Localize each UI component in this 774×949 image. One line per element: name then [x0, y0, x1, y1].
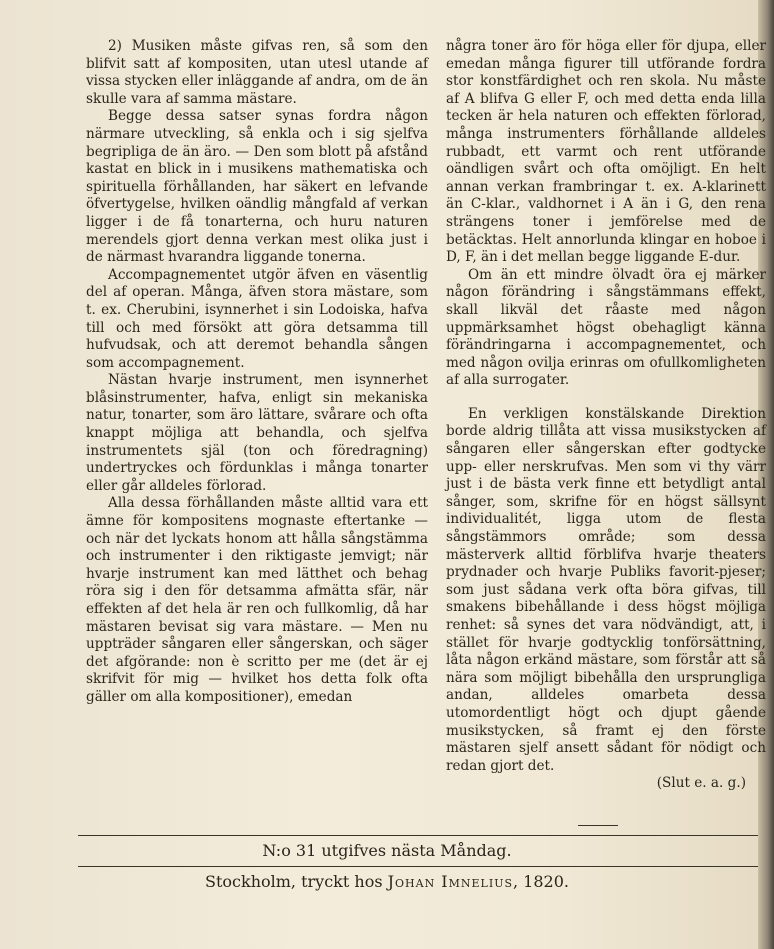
paragraph: Accompagnementet utgör äfven en väsentlig del af operan. Många, äfven stora mästare, som t. ex. Cherubini, isynnerhet i sin Lodoiska, hafva till och med försökt att göra detsamma till hufvudsak, och att deremot behandla sången som accompagnement. — [86, 266, 428, 371]
divider — [78, 866, 758, 867]
paragraph: 2) Musiken måste gifvas ren, så som den blifvit satt af kompositen, utan utesl utande af vissa stycken eller inläggande af andra, om de än skulle vara af samma mästare. — [86, 38, 428, 107]
paragraph: Begge dessa satser synas fordra någon närmare utveckling, så enkla och i sig sjelfva begripliga de än äro. — Den som blott på afstånd kastat en blick in i musikens mathematiska och spirituella förhållanden, har säkert en lefvande öfvertygelse, hvilken oändlig mångfald af verkan ligger i de få tonarterna, och huru naturen merendels gjort denna verkan mest olika just i de närmast hvarandra liggande tonerna. — [86, 108, 428, 266]
closing-note: (Slut e. a. g.) — [656, 775, 746, 792]
paragraph: Alla dessa förhållanden måste alltid vara ett ämne för kompositens mognaste eftertanke — och när det lyckats honom att hålla sångstämma och instrumenter i den riktigaste jemvigt; när hvarje instrument kan med lätthet och behag röra sig i den för detsamma afmätta sfär, när effekten af det hela är ren och fullkomlig, då har mästaren bevisat sig vara mästare. — Men nu uppträder sångaren eller sångerskan, och säger det afgörande: non è scritto per me (det är ej skrifvit för mig — hvilket hos detta folk ofta gäller om alla kompositioner), emedan — [86, 495, 428, 705]
imprint-year: , 1820. — [513, 872, 569, 891]
imprint-prefix: Stockholm, tryckt hos — [205, 872, 383, 891]
paragraph: Om än ett mindre ölvadt öra ej märker någon förändring i sångstämmans effekt, skall likväl det råaste med någon uppmärksamhet högst obehagligt känna förändringarna i accompagnementet, och med någon ovilja erinras om ofullkomligheten af alla surrogater. — [446, 266, 766, 389]
imprint — [0, 871, 774, 893]
paragraph: några toner äro för höga eller för djupa, eller emedan många figurer till utförande fordra stor konstfärdighet och ren skola. Nu måste af A blifva G eller F, och med detta enda lilla tecken är hela naturen och effekten förlorad, många instrumenters förhållande alldeles rubbadt, ett varmt och rent utförande oändligen svårt och ofta omöjligt. En helt annan verkan frambringar t. ex. A-klarinett än C-klar., valdhornet i A än i G, den rena strängens toner i jemförelse med de betäcktas. Helt annorlunda klingar en hoboe i D, F, än i det mellan begge liggande E-dur. — [446, 38, 766, 266]
right-column — [446, 38, 766, 793]
next-issue-notice: N:o 31 utgifves nästa Måndag. — [262, 841, 512, 860]
paragraph: Nästan hvarje instrument, men isynnerhet blåsinstrumenter, hafva, enligt sin mekaniska natur, tonarter, som äro lättare, svårare och ofta knappt möjliga att behandla, och sjelfva instrumentets själ (ton och föredragning) undertryckes och fördunklas i många tonarter eller går alldeles förlorad. — [86, 372, 428, 494]
left-column — [86, 38, 428, 707]
divider — [578, 825, 618, 826]
paragraph: En verkligen konstälskande Direktion borde aldrig tillåta att vissa musikstycken af sångaren eller sångerskan efter godtycke upp- eller nerskrufvas. Men som vi thy värr just i de bästa verk finne ett betydligt antal sånger, som, skrifne för en högst sällsynt individualitét, ligga utom de flesta sångstämmors område; som dessa mästerverk alltid förblifva hvarje theaters prydnader och hvarje Publiks favorit-pjeser; som just sådana verk ofta böra gifvas, till smakens bibehållande i dess högst möjliga renhet: så synes det vara nödvändigt, att, i stället för hvarje godtycklig tonförsättning, låta någon erkänd mästare, som förstår att så nära som möjligt bibehålla den ursprungliga andan, alldeles omarbeta dessa utomordentligt högt och djupt gående musikstycken, så framt ej den förste mästaren sjelf ansett sådant för nödigt och redan gjort det. — [446, 405, 766, 774]
printer-name: Johan Imnelius — [387, 872, 513, 891]
divider — [78, 835, 758, 836]
